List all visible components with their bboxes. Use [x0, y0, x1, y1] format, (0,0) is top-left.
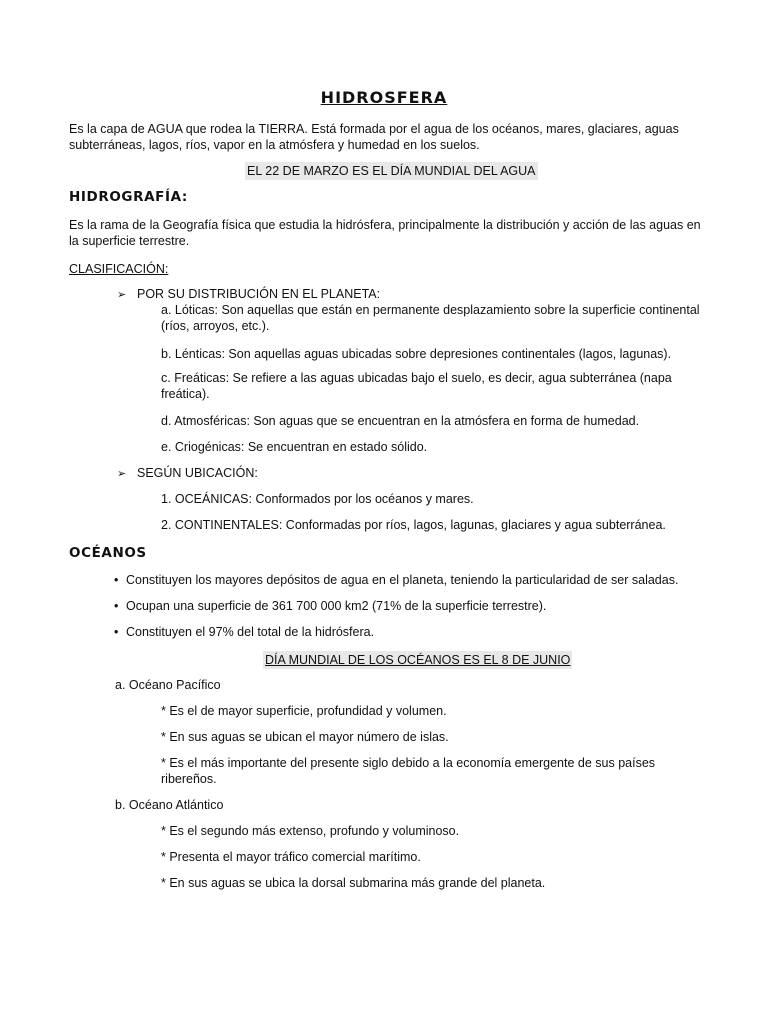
oceanos-heading: OCÉANOS: [69, 545, 147, 561]
list-item: a. Lóticas: Son aquellas que están en permanente desplazamiento sobre la superficie continental (ríos, arroyos, etc.).: [161, 303, 700, 333]
group-distribucion: [117, 286, 380, 303]
fact-item: * En sus aguas se ubica la dorsal submarina más grande del planeta.: [161, 876, 546, 890]
bullet-dot-icon: •: [114, 573, 119, 587]
hidrografia-paragraph: Es la rama de la Geografía física que estudia la hidrósfera, principalmente la distribución y acción de las aguas en la superficie terrestre.: [69, 218, 701, 248]
bullet-dot-icon: •: [114, 625, 119, 639]
group-label: SEGÚN UBICACIÓN:: [137, 466, 258, 480]
list-item: d. Atmosféricas: Son aguas que se encuentran en la atmósfera en forma de humedad.: [161, 414, 640, 428]
bullet-text: Constituyen el 97% del total de la hidrósfera.: [126, 625, 375, 639]
arrow-bullet-icon: ➢: [117, 468, 127, 480]
bullet-item: [114, 572, 734, 588]
hidrografia-heading: HIDROGRAFÍA:: [69, 189, 188, 205]
list-item: 2. CONTINENTALES: Conformadas por ríos, lagos, lagunas, glaciares y agua subterránea.: [161, 518, 666, 532]
fact-item: * Presenta el mayor tráfico comercial marítimo.: [161, 850, 421, 864]
page-title: HIDROSFERA: [320, 88, 448, 107]
fact-item: * Es el de mayor superficie, profundidad y volumen.: [161, 704, 447, 718]
fact-item: * Es el más importante del presente siglo debido a la economía emergente de sus países ribereños.: [161, 756, 656, 786]
list-item: 1. OCEÁNICAS: Conformados por los océanos y mares.: [161, 492, 474, 506]
bullet-text: Ocupan una superficie de 361 700 000 km2 (71% de la superficie terrestre).: [126, 599, 547, 613]
arrow-bullet-icon: ➢: [117, 289, 127, 301]
group-label: POR SU DISTRIBUCIÓN EN EL PLANETA:: [137, 287, 381, 301]
pacifico-heading: a. Océano Pacífico: [115, 678, 221, 692]
oceans-day-banner: DÍA MUNDIAL DE LOS OCÉANOS ES EL 8 DE JUNIO: [265, 653, 571, 667]
list-item: e. Criogénicas: Se encuentran en estado sólido.: [161, 440, 428, 454]
atlantico-heading: b. Océano Atlántico: [115, 798, 224, 812]
group-ubicacion: [117, 465, 258, 482]
bullet-item: [114, 598, 734, 614]
list-item: b. Lénticas: Son aquellas aguas ubicadas sobre depresiones continentales (lagos, lagunas).: [161, 347, 672, 361]
fact-item: * En sus aguas se ubican el mayor número de islas.: [161, 730, 449, 744]
clasificacion-heading: CLASIFICACIÓN:: [69, 262, 169, 276]
bullet-text: Constituyen los mayores depósitos de agua en el planeta, teniendo la particularidad de ser saladas.: [126, 573, 679, 587]
intro-paragraph: Es la capa de AGUA que rodea la TIERRA. Está formada por el agua de los océanos, mares, glaciares, aguas subterráneas, lagos, ríos, vapor en la atmósfera y humedad en los suelos.: [69, 122, 679, 152]
bullet-item: [114, 624, 734, 640]
water-day-banner: EL 22 DE MARZO ES EL DÍA MUNDIAL DEL AGUA: [247, 164, 536, 178]
fact-item: * Es el segundo más extenso, profundo y voluminoso.: [161, 824, 460, 838]
list-item: c. Freáticas: Se refiere a las aguas ubicadas bajo el suelo, es decir, agua subterránea (napa freática).: [161, 371, 672, 401]
bullet-dot-icon: •: [114, 599, 119, 613]
